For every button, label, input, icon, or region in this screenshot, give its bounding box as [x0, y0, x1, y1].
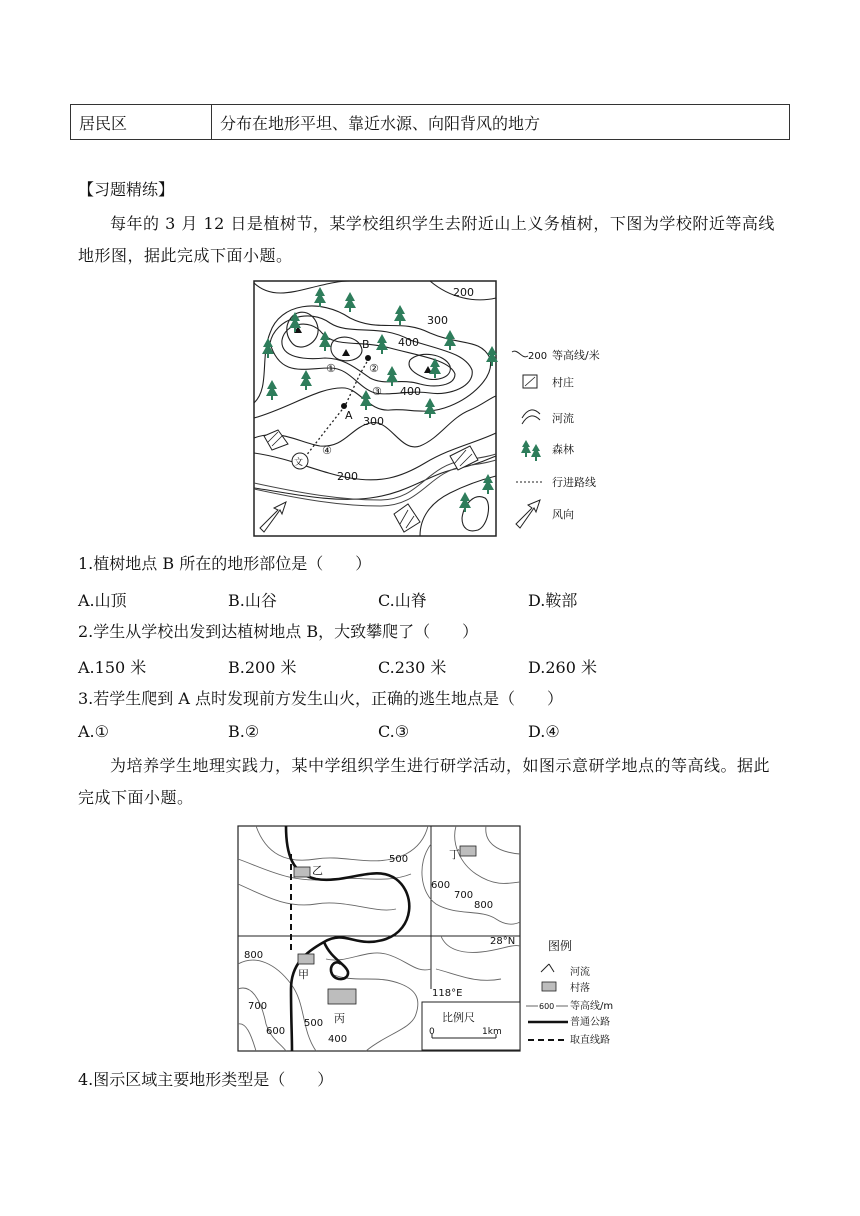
legend-river: 河流 — [552, 412, 574, 425]
section-title: 【习题精练】 — [78, 180, 175, 199]
q3-option-c: C.③ — [378, 722, 410, 741]
legend-village: 村庄 — [552, 376, 574, 389]
legend-straight-route: 取直线路 — [570, 1035, 610, 1046]
question-1-stem: 1.植树地点 B 所在的地形部位是（ ） — [78, 554, 372, 573]
contour-label: 200 — [337, 470, 358, 483]
contour-label: 300 — [363, 415, 384, 428]
legend-route: 行进路线 — [552, 476, 596, 489]
q3-option-b: B.② — [228, 722, 260, 741]
contour-label: 700 — [454, 890, 474, 901]
passage-2: 为培养学生地理实践力，某中学组织学生进行研学活动，如图示意研学地点的等高线。据此完成下面小题。 — [78, 756, 771, 807]
village-label-bing: 丙 — [334, 1012, 345, 1025]
contour-map-1 — [250, 278, 620, 540]
contour-label: 500 — [389, 854, 409, 865]
latitude-label: 28°N — [490, 936, 516, 947]
point-label-b: B — [362, 338, 370, 351]
wind-arrow — [260, 502, 286, 532]
contour-label: 600 — [431, 880, 451, 891]
longitude-label: 118°E — [432, 988, 463, 999]
q2-option-b: B.200 米 — [228, 658, 297, 677]
contour-lines — [254, 281, 496, 536]
legend-wind: 风向 — [552, 508, 574, 521]
contour-label: 700 — [248, 1001, 268, 1012]
table-row — [71, 105, 790, 140]
question-4-stem: 4.图示区域主要地形类型是（ ） — [78, 1070, 334, 1089]
question-3-stem: 3.若学生爬到 A 点时发现前方发生山火，正确的逃生地点是（ ） — [78, 689, 563, 708]
marker-4: ④ — [322, 444, 332, 457]
legend-forest: 森林 — [552, 443, 574, 456]
scale-bar-box — [422, 1002, 520, 1050]
map1-legend — [512, 348, 600, 528]
q1-option-c: C.山脊 — [378, 591, 427, 610]
contour-label: 200 — [453, 286, 474, 299]
map2-legend — [526, 938, 613, 1046]
q1-option-d: D.鞍部 — [528, 591, 578, 610]
passage-1: 每年的 3 月 12 日是植树节，某学校组织学生去附近山上义务植树，下图为学校附近等高线地形图，据此完成下面小题。 — [78, 214, 775, 265]
village-label-jia: 甲 — [298, 968, 309, 981]
scale-tick-0: 0 — [429, 1027, 435, 1037]
contour-label: 800 — [474, 900, 494, 911]
marker-1: ① — [326, 362, 336, 375]
point-label-a: A — [345, 409, 353, 422]
q1-option-b: B.山谷 — [228, 591, 277, 610]
legend-contour: 等高线/m — [570, 1001, 614, 1012]
contour-label: 400 — [398, 336, 419, 349]
q2-option-c: C.230 米 — [378, 658, 447, 677]
q1-option-a: A.山顶 — [78, 591, 127, 610]
marker-3: ③ — [372, 385, 382, 398]
scale-tick-1: 1km — [482, 1027, 502, 1037]
legend-title: 图例 — [548, 939, 573, 953]
contour-label: 500 — [304, 1018, 324, 1029]
marker-2: ② — [369, 362, 379, 375]
point-b — [365, 355, 371, 361]
contour-map-2 — [236, 824, 636, 1054]
q3-option-d: D.④ — [528, 722, 560, 741]
table-cell-desc: 分布在地形平坦、靠近水源、向阳背风的地方 — [212, 105, 790, 140]
legend-road: 普通公路 — [570, 1017, 610, 1028]
village-label-yi: 乙 — [312, 864, 323, 877]
contour-label: 400 — [400, 385, 421, 398]
q2-option-a: A.150 米 — [78, 658, 147, 677]
school-label: 文 — [294, 458, 304, 468]
table-cell-term: 居民区 — [71, 105, 212, 140]
legend-village: 村落 — [570, 983, 590, 994]
q3-option-a: A.① — [78, 722, 109, 741]
contour-label: 400 — [328, 1034, 348, 1045]
legend-river: 河流 — [570, 967, 590, 978]
q2-option-d: D.260 米 — [528, 658, 597, 677]
route-line — [302, 360, 368, 461]
legend-contour-value: 600 — [539, 1002, 555, 1011]
info-table — [70, 104, 790, 140]
question-2-stem: 2.学生从学校出发到达植树地点 B，大致攀爬了（ ） — [78, 622, 479, 641]
contour-label: 800 — [244, 950, 264, 961]
village-symbols — [264, 430, 478, 532]
contour-label: 600 — [266, 1026, 286, 1037]
village-label-ding: 丁 — [449, 848, 460, 861]
contour-label: 300 — [427, 314, 448, 327]
legend-contour-value: 200 — [528, 351, 548, 362]
legend-contour: 等高线/米 — [552, 349, 600, 362]
scale-title: 比例尺 — [442, 1011, 475, 1024]
